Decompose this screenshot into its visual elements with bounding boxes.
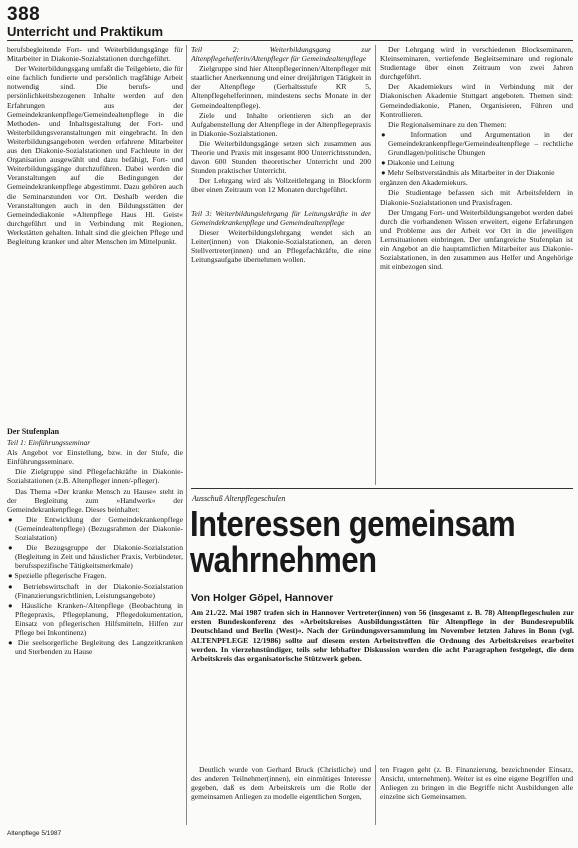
part1-paragraph: Das Thema »Der kranke Mensch zu Hause« steht in der Begleitung zum »Handwerk« der Gemeindekrankenpflege. Dieses beinhaltet:	[7, 486, 183, 514]
part1-title: Teil 1: Einführungsseminar	[7, 438, 91, 448]
column-divider	[375, 765, 376, 825]
list-item: ● Häusliche Kranken-/Altenpflege (Beobachtung in Pflegepraxis, Pflegeplanung, Pflegedokumentation, Einsatz von pflegerischen Hilfsmitteln, Hilfen zur Pflege bei Inkontinenz)	[8, 600, 183, 637]
col3-paragraph: Der Umgang Fort- und Weiterbildungsangebot werden dabei durch die vorhandenen Wissen erweitert, eigene Erfahrungen und Probleme aus der Arbeit vor Ort in die jeweiligen Lernsituationen einbringen. Der umfangreiche Stufenplan ist ein Angebot an die hauptamtlichen Mitarbeiter aus Diakonie-Sozialstationen, in den zusammen aus Helfer und Angehörige mit einbezogen sind.	[380, 207, 573, 272]
column-1-stufenplan	[7, 425, 183, 825]
article-lead: Am 21./22. Mai 1987 trafen sich in Hannover Vertreter(innen) von 56 (insgesamt z. B. 78) Altenpflegeschulen zur ersten Bundeskonferenz des »Arbeitskreises Ausbildungsstätten für Altenpflege in der Bundesrepublik Deutschland und Berlin (West)«. Nach der Gründungsversammlung im November letzten Jahres in Bonn (vgl. ALTENPFLEGE 12/1986) sollte auf diesem ersten Arbeitstreffen die Ordnung des Arbeitskreises erarbeitet werden. In vierzehnstündiger, teils sehr lebhafter Diskussion wurden die acht Paragraphen festgelegt, die dem Arbeitskreis das organisatorische Stützwerk geben.	[191, 608, 574, 664]
part3-title: Teil 3: Weiterbildungslehrgang für Leitungskräfte in der Gemeindekrankenpflege und Gemeindealtenpflege	[191, 208, 371, 227]
col3-paragraph: Der Akademiekurs wird in Verbindung mit der Diakonischen Akademie Stuttgart angeboten. Themen sind: Gemeindediakonie, Planen, Organisieren, Führen und Kontrollieren.	[380, 82, 573, 119]
column-3	[380, 45, 573, 485]
headline-line: wahrnehmen	[190, 539, 377, 580]
col3-paragraph: ergänzen den Akademiekurs.	[380, 178, 468, 188]
list-item: ● Betriebswirtschaft in der Diakonie-Sozialstation (Finanzierungsrichtlinien, Leistungsangebote)	[8, 581, 183, 600]
part2-title: Teil 2: Weiterbildungsgang zur Altenpflegehelferin/Altenpfleger für Gemeindealtenpflege	[191, 45, 371, 64]
part1-paragraph: Als Angebot vor Einstellung, bzw. in der Stufe, die Einführungsseminare.	[7, 448, 183, 467]
list-item: ● Die Entwicklung der Gemeindekrankenpflege (Gemeindealtenpflege) (Bezugsrahmen der Diakonie-Sozialstation)	[8, 514, 183, 543]
column-1-intro	[7, 45, 183, 405]
article-headline	[190, 503, 516, 580]
list-item: ● Diakonie und Leitung	[381, 158, 455, 168]
part2-paragraph: Zielgruppe sind hier Altenpflegerinnen/Altenpfleger mit staatlicher Anerkennung und einer dreijährigen Tätigkeit in der Altenpflege (Gerhaltsstufe KR 5, Altenpflegehelferinnen, mindestens sechs Monate in der Gemeindealtenpflege).	[191, 64, 371, 110]
list-item: ● Die Bezugsgruppe der Diakonie-Sozialstation (Begleitung in Zeit und häuslicher Praxis, Verbündeter, berufsspezifische Tätigkeitsmerkmale)	[8, 543, 183, 571]
article-body-text: Deutlich wurde von Gerhard Bruck (Christliche) und des anderen Teilnehmer(innen), ein einmütiges Interesse gegeben, daß es dem Arbeitskreis um die Rolle der gemeinsamen Anliegen zu modelle eigentlichen Sorgen,	[191, 765, 371, 802]
col3-paragraph: Die Regionalseminare zu den Themen:	[388, 119, 507, 129]
subheading-stufenplan: Der Stufenplan	[7, 427, 60, 436]
headline-line: Interessen gemeinsam	[190, 503, 516, 544]
part2-paragraph: Der Lehrgang wird als Vollzeitlehrgang in Blockform über einen Zeitraum von 12 Monaten durchgeführt.	[191, 176, 371, 195]
list-item: ● Die seelsorgerliche Begleitung des Langzeitkranken und Sterbenden zu Hause	[8, 638, 183, 657]
list-item: ● Mehr Selbstverständnis als Mitarbeiter in der Diakonie	[381, 168, 555, 178]
article-body-column-2	[380, 765, 573, 825]
column-2	[191, 45, 371, 485]
column-divider	[375, 45, 376, 485]
col3-paragraph: Die Studientage befassen sich mit Arbeitsfeldern in Diakonie-Sozialstationen und Praxisfragen.	[380, 188, 573, 207]
article-body-column-1	[191, 765, 371, 825]
part1-paragraph: Die Zielgruppe sind Pflegefachkräfte in Diakonie-Sozialstationen (z.B. Altenpfleger innen/-pfleger).	[7, 467, 183, 486]
part2-paragraph: Die Weiterbildungsgänge setzen sich zusammen aus Theorie und Praxis mit insgesamt 800 Unterrichtsstunden, davon 600 Stunden theoretischer Unterricht und 200 Stunden praktischer Unterricht.	[191, 138, 371, 176]
article-body-text: ten Fragen geht (z. B. Finanzierung, bezeichnender Einsatz, Ansicht, unternehmen). Weiter ist es eine eigene Begriffen und Anliegen zu bringen in die Begriffe nicht Ausbildungen alle einzelne sich Gemeinsamen.	[380, 765, 573, 802]
col1-paragraph: Der Weiterbildungsgang umfaßt die Teilgebiete, die für eine fachlich fundierte und persönlich tragfähige Arbeit notwendig sind. Die berufs- und persönlichkeitsbezogenen Inhalte werden auf den Erfahrungen aus der Gemeindekrankenpflege/Gemeindealtenpflege in die Methoden- und Inhaltsgestaltung der Fort- und Weiterbildungsveranstaltungen mit eingebracht. In den Weiterbildungsangeboten werden erfahrene Mitarbeiter aus den Diakonie-Sozialstationen und Fachleute in der Organisation ausgewählt und dazu befähigt, Fort- und Weiterbildungsgänge durchzuführen. Dabei werden die Veranstaltungen auf die Bedingungen der Gemeindekrankenpflege abgestimmt. Dazu gehören auch die Seminarstunden vor Ort. Deshalb werden die Veranstaltungen auch in den Bildungsstätten der Gemeindediakonie »Altenpflege Haus Hl. Geist« durchgeführt und in Verbindung mit Regionen, Werkstätten gehalten. Inhalt sind die gleichen Pflege und Begleitung kranker und alter Menschen im Mittelpunkt.	[7, 64, 183, 246]
part3-paragraph: Dieser Weiterbildungslehrgang wendet sich an Leiter(innen) von Diakonie-Sozialstationen, an deren Stellvertreter(innen) und an Pflegefachkräfte, die eine Leitungsaufgabe übernehmen wollen.	[191, 227, 371, 264]
section-title: Unterricht und Praktikum	[7, 24, 164, 39]
list-item: ● Information und Argumentation in der Gemeindekrankenpflege/Gemeindealtenpflege – rechtliche Grundlagen/politische Übungen	[381, 129, 573, 158]
article-top-rule	[191, 488, 573, 489]
article-kicker: Ausschuß Altenpflegeschulen	[192, 494, 286, 503]
page-footer: Altenpflege 5/1987	[7, 830, 62, 837]
col1-paragraph: berufsbegleitende Fort- und Weiterbildungsgänge für Mitarbeiter in Diakonie-Sozialstationen durchgeführt.	[7, 45, 183, 64]
header-rule	[7, 40, 573, 41]
list-item: ● Spezielle pflegerische Fragen.	[8, 571, 107, 581]
column-divider	[186, 45, 187, 825]
col3-paragraph: Der Lehrgang wird in verschiedenen Blockseminaren, Kleinseminaren, vertiefende Begleitseminare und regionale Studientage über einen Zeitraum von zwei Jahren durchgeführt.	[380, 45, 573, 82]
part2-paragraph: Ziele und Inhalte orientieren sich an der Aufgabenstellung der Altenpflege in der Altenpflegepraxis in Diakonie-Sozialstationen.	[191, 110, 371, 138]
page-number: 388	[7, 4, 41, 25]
article-byline: Von Holger Göpel, Hannover	[191, 592, 334, 604]
